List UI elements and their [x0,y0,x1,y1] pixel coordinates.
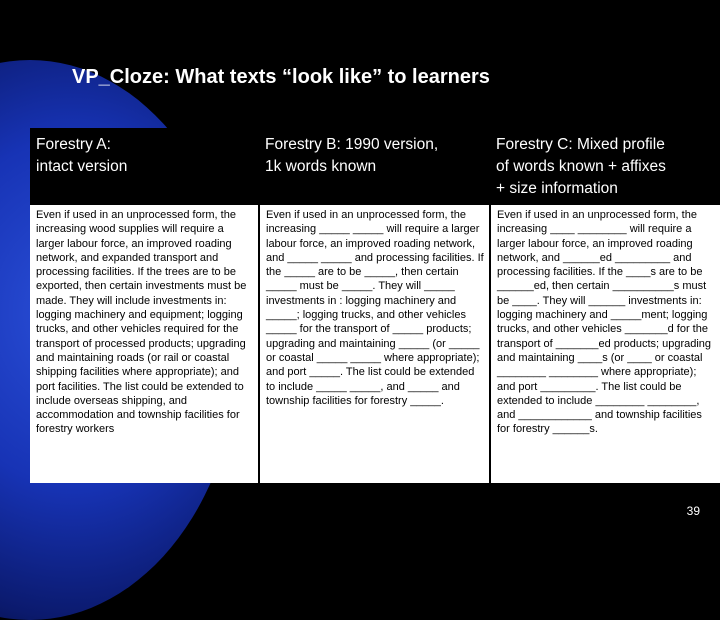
heading-line: of words known + affixes [496,158,666,175]
column-text-forestry-a: Even if used in an unprocessed form, the increasing wood supplies will require a larger labour force, an improved roading network, and expanded transport and processing facilities. If the trees are to be exported, then certain investments must be made. They will include investments in: logging machinery and equipment; logging trucks, and other vehicles required for the transport of processed products; upgrading and maintaining roads (or rail or coastal shipping facilities where appropriate); and port facilities. The list could be extended to include overseas shipping, and accommodation and township facilities for forestry workers [30,205,258,483]
column-heading-forestry-b [259,128,489,204]
column-heading-forestry-c [490,128,720,204]
column-text-forestry-b: Even if used in an unprocessed form, the increasing _____ _____ will require a larger labour force, an improved roading network, and _____ _____ and processing facilities. If the _____ are to be _____, then certain _____ must be _____. They will _____ investments in : logging machinery and _____; logging trucks, and other vehicles _____ for the transport of _____ products; upgrading and maintaining _____ (or _____ or coastal _____ _____ where appropriate); and port _____. The list could be extended to include _____ _____, and _____ and township facilities for forestry _____. [260,205,489,483]
column-text-forestry-c: Even if used in an unprocessed form, the increasing ____ ________ will require a larger labour force, an improved roading network, and ______ed _________ and processing facilities. If the ____s are to be ______ed, then certain __________s must be ____. They will ______ investments in: logging machinery and _____ment; logging trucks, and other vehicles _______d for the transport of _______ed products; upgrading and maintaining ____s (or ____ or coastal ________ ________ where appropriate); and port _________. The list could be extended to include ________ ________, and ____________ and township facilities for forestry ______s. [491,205,720,483]
slide-title: VP_Cloze: What texts “look like” to learners [72,66,490,88]
heading-line: intact version [36,158,128,175]
heading-line: Forestry A: [36,136,111,153]
heading-line: Forestry B: 1990 version, [265,136,439,153]
column-heading-forestry-a [30,128,258,204]
comparison-table [30,128,720,483]
heading-line: + size information [496,180,618,197]
heading-line: Forestry C: Mixed profile [496,136,665,153]
page-number: 39 [686,504,700,518]
heading-line: 1k words known [265,158,377,175]
